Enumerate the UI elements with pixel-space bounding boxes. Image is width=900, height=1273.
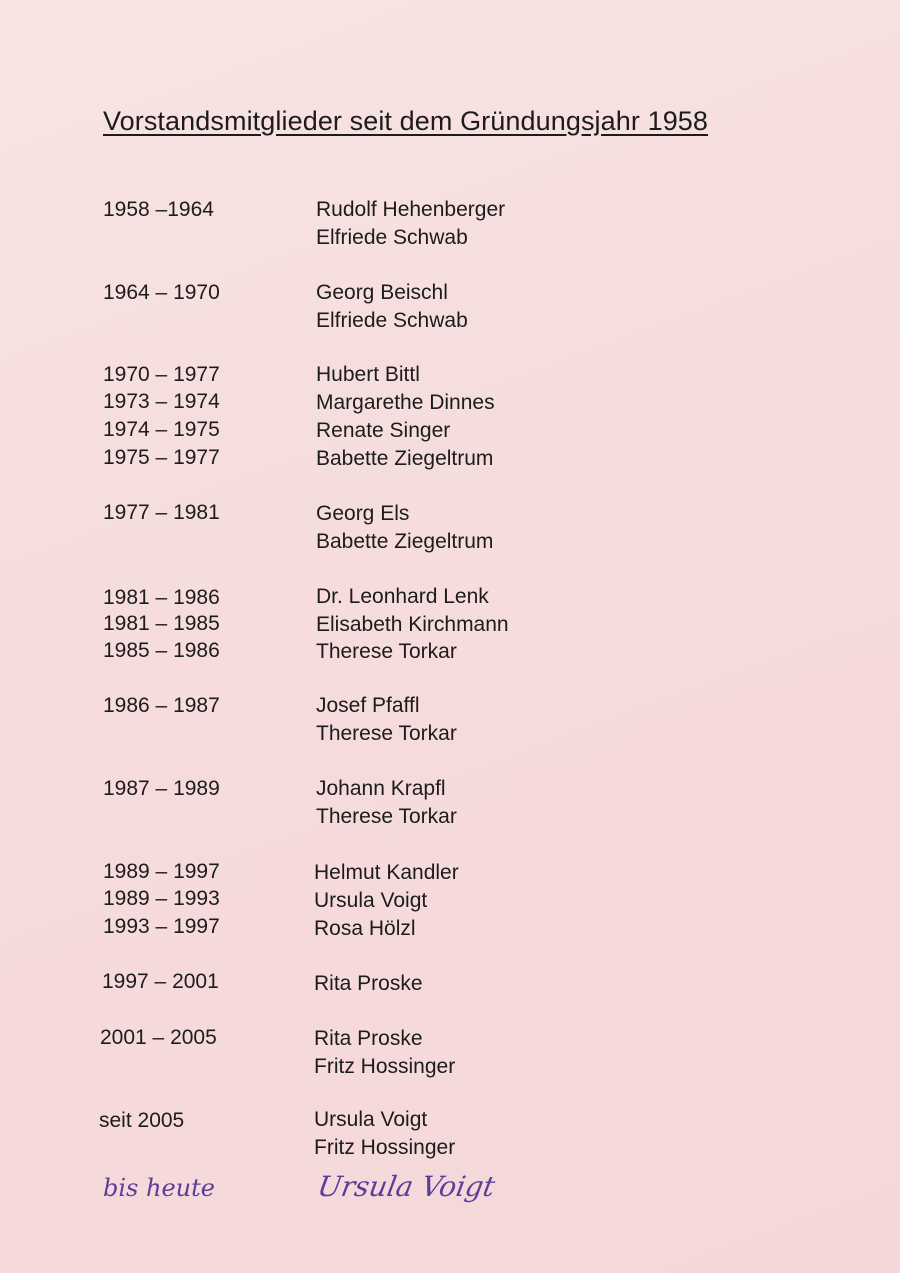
period-label: 1970 – 1977 (103, 363, 220, 386)
member-name: Renate Singer (316, 419, 451, 442)
member-name: Elisabeth Kirchmann (316, 613, 509, 636)
member-name: Ursula Voigt (314, 889, 428, 912)
member-name: Rudolf Hehenberger (316, 198, 506, 221)
member-name: Georg Beischl (316, 281, 448, 304)
period-label: 1958 –1964 (103, 198, 214, 221)
member-name: Hubert Bittl (316, 363, 420, 386)
member-name: Helmut Kandler (314, 861, 459, 884)
period-label: 1977 – 1981 (103, 501, 220, 524)
page-title: Vorstandsmitglieder seit dem Gründungsjahr 1958 (103, 106, 709, 136)
period-label: 2001 – 2005 (100, 1026, 217, 1049)
period-label: 1985 – 1986 (103, 639, 220, 662)
period-label: 1986 – 1987 (103, 694, 220, 717)
period-label: seit 2005 (99, 1109, 185, 1132)
period-label: 1964 – 1970 (103, 281, 220, 304)
period-label: 1993 – 1997 (103, 915, 220, 938)
handwritten-name-note: Ursula Voigt (315, 1170, 498, 1203)
member-name: Babette Ziegeltrum (316, 530, 494, 553)
period-label: 1989 – 1997 (103, 860, 220, 883)
member-name: Rosa Hölzl (314, 917, 416, 940)
period-label: 1987 – 1989 (103, 777, 220, 800)
member-name: Fritz Hossinger (314, 1136, 456, 1159)
member-name: Ursula Voigt (314, 1108, 428, 1131)
period-label: 1974 – 1975 (103, 418, 220, 441)
member-name: Therese Torkar (316, 640, 457, 663)
member-name: Josef Pfaffl (316, 694, 420, 717)
member-name: Elfriede Schwab (316, 309, 468, 332)
period-label: 1981 – 1986 (103, 586, 220, 609)
member-name: Margarethe Dinnes (316, 391, 495, 414)
member-name: Georg Els (316, 502, 410, 525)
member-name: Elfriede Schwab (316, 226, 468, 249)
member-name: Rita Proske (314, 972, 423, 995)
period-label: 1981 – 1985 (103, 612, 220, 635)
period-label: 1973 – 1974 (103, 390, 220, 413)
period-label: 1975 – 1977 (103, 446, 220, 469)
member-name: Dr. Leonhard Lenk (316, 585, 489, 608)
member-name: Fritz Hossinger (314, 1055, 456, 1078)
member-name: Therese Torkar (316, 722, 457, 745)
member-name: Therese Torkar (316, 805, 457, 828)
member-name: Babette Ziegeltrum (316, 447, 494, 470)
period-label: 1997 – 2001 (102, 970, 219, 993)
handwritten-period-note: bis heute (103, 1174, 215, 1202)
member-name: Johann Krapfl (316, 777, 446, 800)
member-name: Rita Proske (314, 1027, 423, 1050)
period-label: 1989 – 1993 (103, 887, 220, 910)
